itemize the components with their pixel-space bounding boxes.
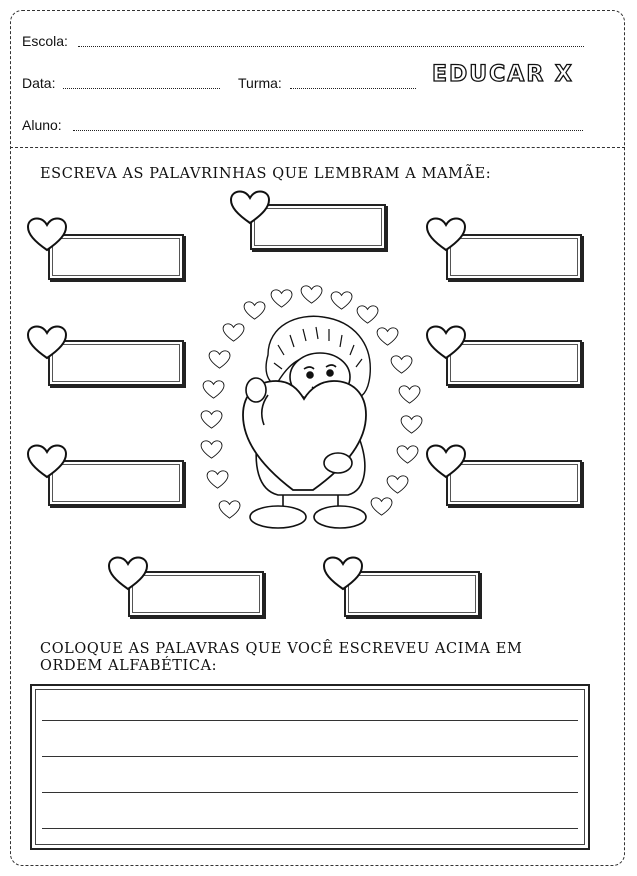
- heart-icon: [425, 325, 467, 361]
- date-label: Data:: [22, 75, 56, 91]
- word-box-1[interactable]: [48, 234, 184, 280]
- word-box-4[interactable]: [48, 340, 184, 386]
- heart-icon: [322, 556, 364, 592]
- heart-icon: [425, 217, 467, 253]
- activity-instruction: ESCREVA AS PALAVRINHAS QUE LEMBRAM A MAMÃE:: [40, 166, 492, 182]
- alphabetical-instruction-line2: ORDEM ALFABÉTICA:: [40, 658, 218, 674]
- writing-line[interactable]: [42, 720, 578, 721]
- word-box-9[interactable]: [344, 571, 480, 617]
- brand-logo: EDUCAR X: [432, 62, 574, 87]
- alphabetical-instruction-line1: COLOQUE AS PALAVRAS QUE VOCÊ ESCREVEU ACIMA EM: [40, 641, 523, 657]
- heart-icon: [26, 217, 68, 253]
- school-label: Escola:: [22, 33, 68, 49]
- class-label: Turma:: [238, 75, 282, 91]
- student-label: Aluno:: [22, 117, 62, 133]
- child-with-heart-illustration: [198, 285, 428, 535]
- writing-line[interactable]: [42, 756, 578, 757]
- class-field[interactable]: [290, 88, 416, 89]
- heart-icon: [26, 325, 68, 361]
- writing-line[interactable]: [42, 792, 578, 793]
- heart-icon: [229, 190, 271, 226]
- heart-icon: [425, 444, 467, 480]
- heart-icon: [26, 444, 68, 480]
- alphabetical-writing-area[interactable]: [30, 684, 590, 850]
- writing-line[interactable]: [42, 828, 578, 829]
- date-field[interactable]: [63, 88, 220, 89]
- student-field[interactable]: [73, 130, 583, 131]
- heart-icon: [107, 556, 149, 592]
- word-box-6[interactable]: [48, 460, 184, 506]
- school-field[interactable]: [78, 46, 584, 47]
- header-divider: [10, 147, 625, 148]
